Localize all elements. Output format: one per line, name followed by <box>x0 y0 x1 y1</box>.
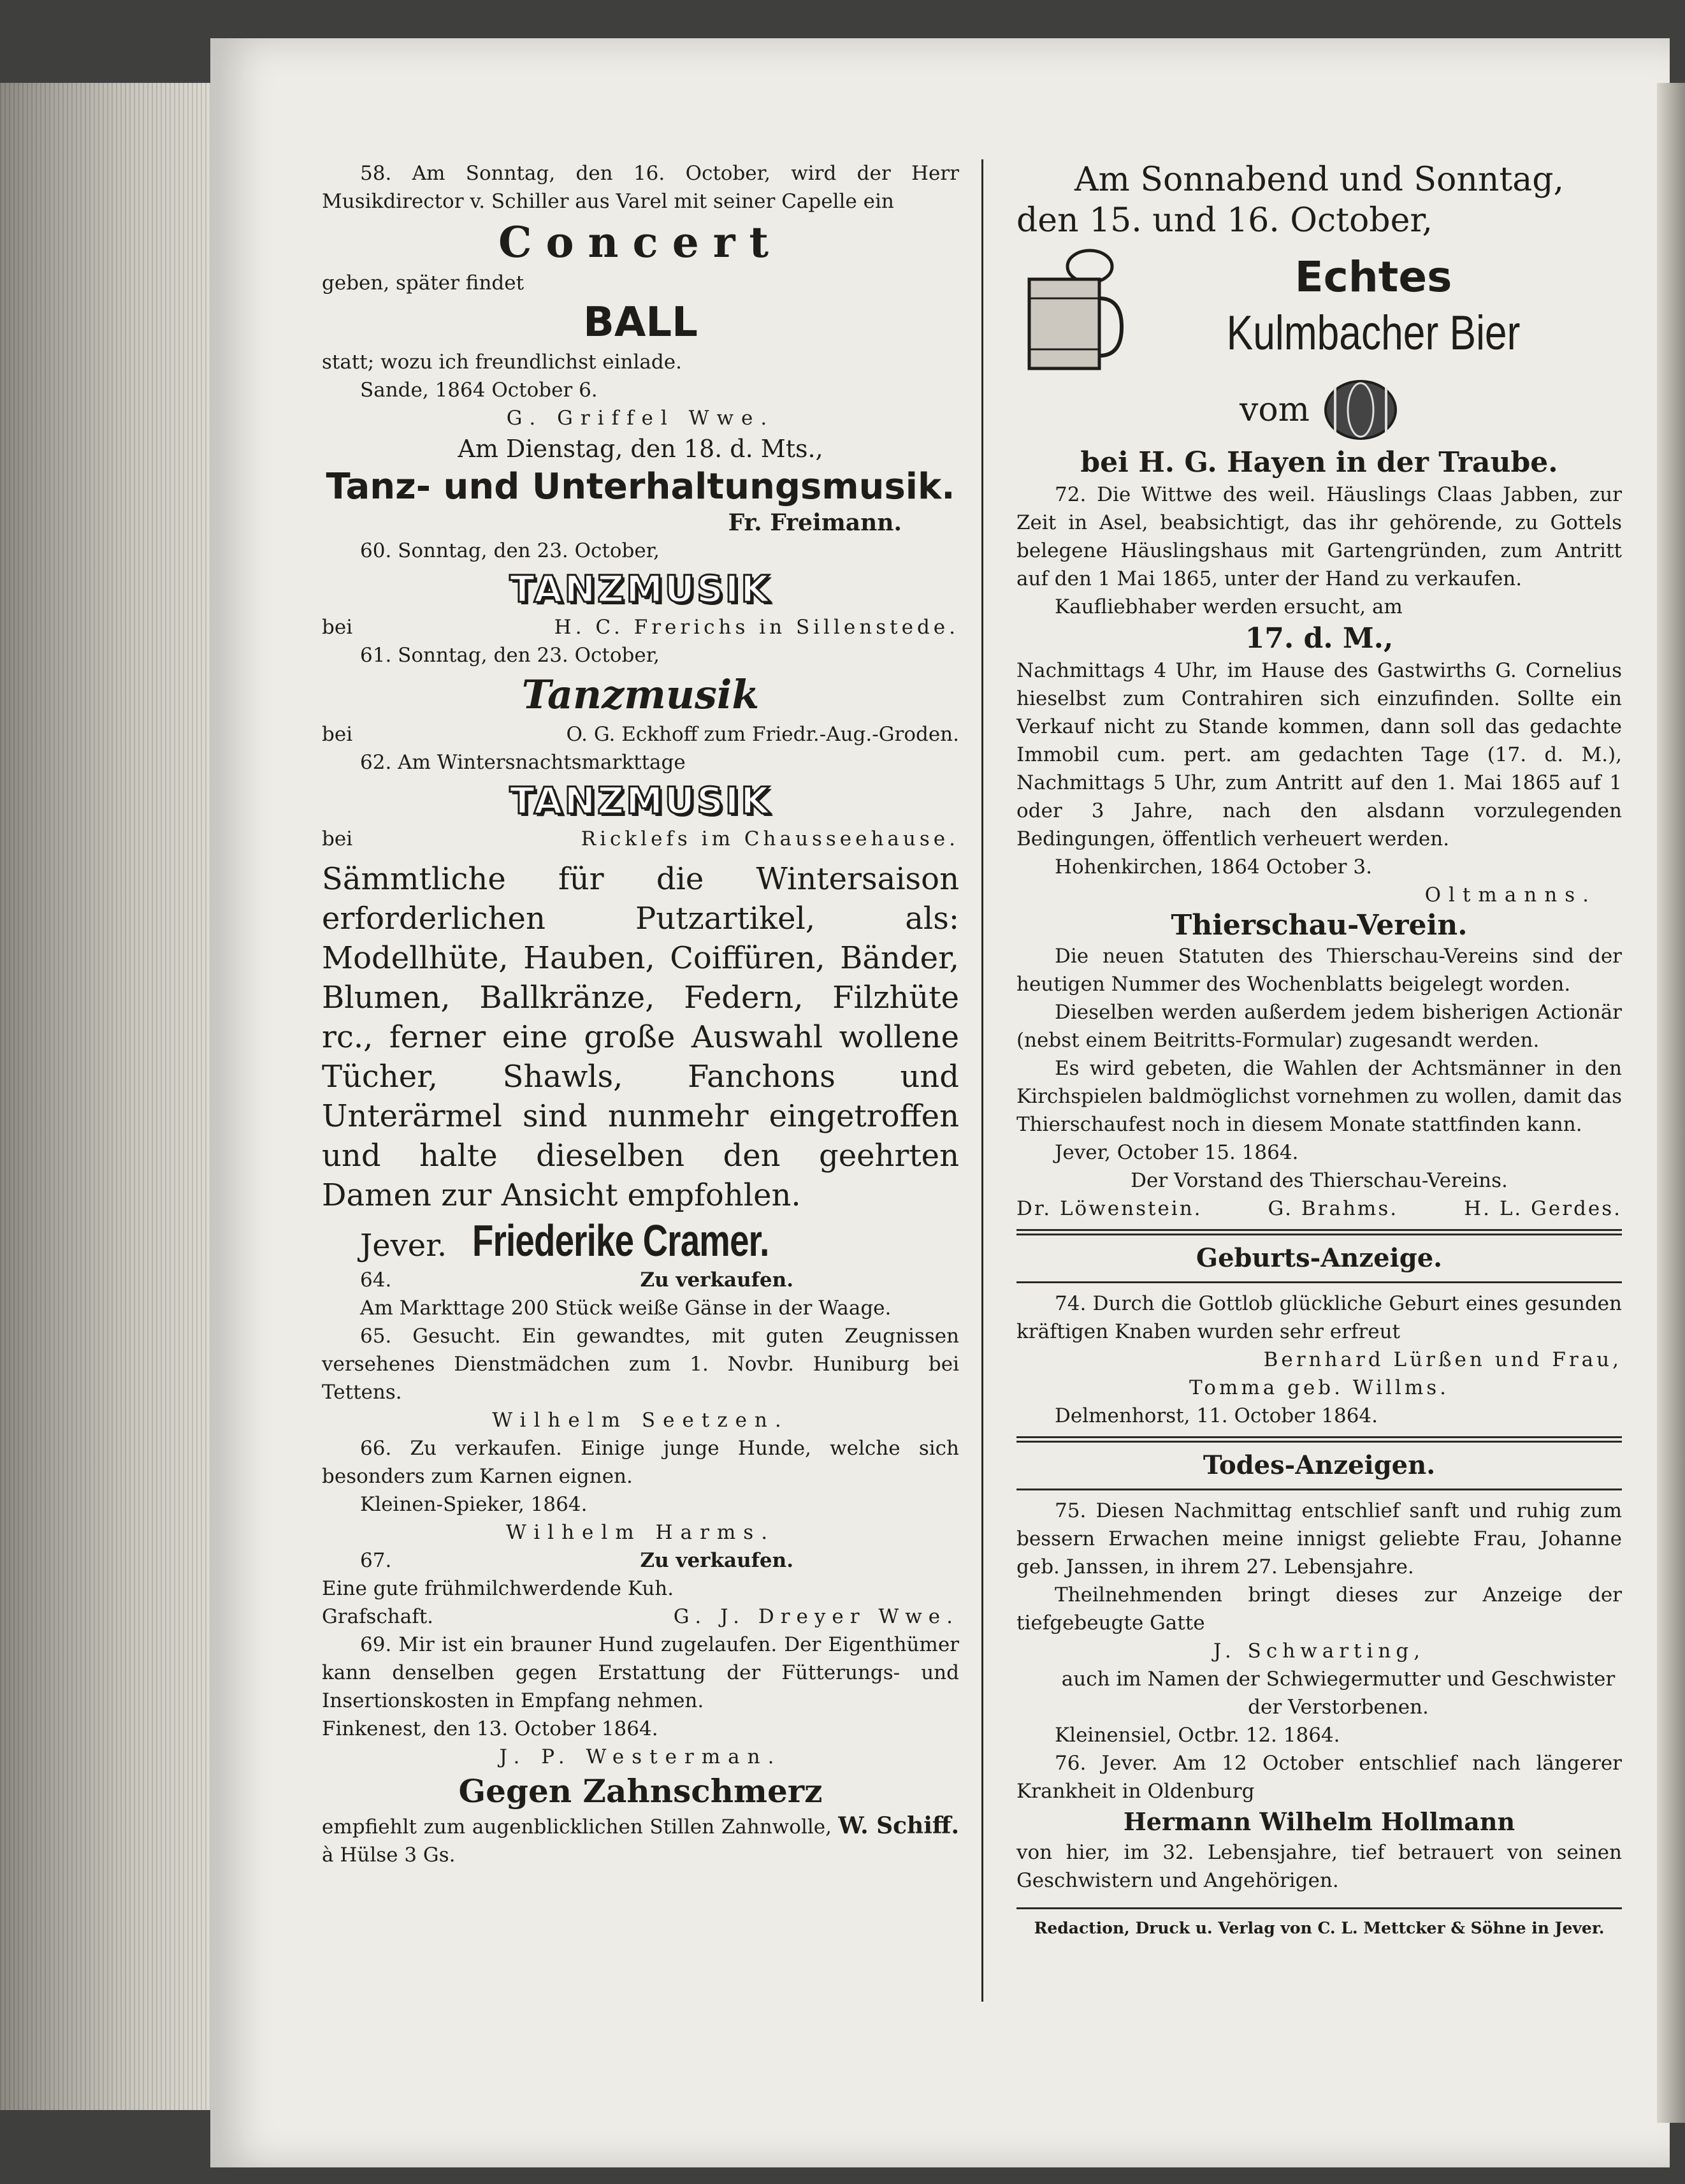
ad-75-place: Kleinensiel, Octbr. 12. 1864. <box>1055 1724 1340 1747</box>
ad-62-venue: Ricklefs im Chausseehause. <box>581 827 959 850</box>
ad-71-line1: Am Sonnabend und Sonntag, <box>1074 161 1565 199</box>
ad-76-text2: von hier, im 32. Lebensjahre, tief betrauert von seinen Geschwistern und Angehörigen. <box>1016 1841 1622 1892</box>
ad-69-text: 69. Mir ist ein brauner Hund zugelaufen. Der Eigenthümer kann denselben gegen Erstattung der Fütterungs- und Insertionskosten in Empfang nehmen. <box>322 1633 959 1712</box>
ad-59-title: Tanz- und Unterhaltungsmusik. <box>326 466 955 507</box>
ad-72-text: 72. Die Wittwe des weil. Häuslings Claas Jabben, zur Zeit in Asel, beabsichtigt, das ihr gehörende, zu Gottels belegene Häuslingshaus mit Gartengründen, zum Antritt auf den 1 Mai 1865, unter der Hand zu verkaufen. <box>1016 483 1622 590</box>
ad-62-title: TANZMUSIK <box>509 779 772 822</box>
ad-59-signature: Fr. Freimann. <box>728 509 902 536</box>
ad-66-place: Kleinen-Spieker, 1864. <box>360 1493 588 1516</box>
ad-76-name: Hermann Wilhelm Hollmann <box>1123 1807 1515 1836</box>
section-rule <box>1016 1436 1622 1443</box>
ad-71-line2: den 15. und 16. October, <box>1016 201 1433 240</box>
ad-63-place: Jever. <box>360 1228 447 1263</box>
beer-mug-icon <box>1016 241 1125 375</box>
ad-65-signature: Wilhelm Seetzen. <box>492 1409 789 1432</box>
ad-67-text: Eine gute frühmilchwerdende Kuh. <box>322 1577 674 1600</box>
death-heading: Todes-Anzeigen. <box>1203 1450 1436 1480</box>
ad-58-place: Sande, 1864 October 6. <box>360 379 598 402</box>
ad-65-text: 65. Gesucht. Ein gewandtes, mit guten Zeugnissen versehenes Dienstmädchen zum 1. Novbr. Huniburg bei Tettens. <box>322 1325 959 1404</box>
ad-66-signature: Wilhelm Harms. <box>505 1521 776 1544</box>
ad-58-text: 58. Am Sonntag, den 16. October, wird der Herr Musikdirector v. Schiller aus Varel mit seiner Capelle ein <box>322 162 959 213</box>
ad-64-number: 64. <box>360 1269 392 1292</box>
ad-73-text1: Die neuen Statuten des Thierschau-Vereins sind der heutigen Nummer des Wochenblatts beigelegt worden. <box>1016 945 1622 996</box>
ad-75-text2: Theilnehmenden bringt dieses zur Anzeige der tiefgebeugte Gatte <box>1016 1583 1622 1634</box>
section-rule <box>1016 1281 1622 1283</box>
book-edge-right <box>1657 83 1685 2123</box>
ad-62-bei: bei <box>322 827 353 850</box>
ad-71-echtes: Echtes <box>1294 252 1452 302</box>
ad-73-signer1: Dr. Löwenstein. <box>1016 1197 1203 1220</box>
ad-72-place: Hohenkirchen, 1864 October 3. <box>1055 855 1372 878</box>
ad-67-number: 67. <box>360 1549 392 1572</box>
imprint-rule <box>1016 1907 1622 1909</box>
birth-heading: Geburts-Anzeige. <box>1196 1243 1443 1273</box>
ad-58-concert: Concert <box>498 217 783 267</box>
book-edge-left <box>0 83 217 2110</box>
ad-69-place: Finkenest, den 13. October 1864. <box>322 1717 658 1740</box>
ad-72-signature: Oltmanns. <box>1424 884 1596 906</box>
ad-72-date: 17. d. M., <box>1245 622 1394 655</box>
ad-58-signature: G. Griffel Wwe. <box>506 407 775 430</box>
right-column <box>1016 159 1622 1941</box>
ad-73-text3: Es wird gebeten, die Wahlen der Achtsmänner in den Kirchspielen baldmöglichst vornehmen zu wollen, damit das Thierschaufest noch in diesem Monate stattfinden kann. <box>1016 1057 1622 1136</box>
ad-66-text: 66. Zu verkaufen. Einige junge Hunde, welche sich besonders zum Karnen eignen. <box>322 1437 959 1488</box>
section-rule <box>1016 1229 1622 1235</box>
ad-67-signature: G. J. Dreyer Wwe. <box>673 1605 959 1628</box>
ad-73-signer2: G. Brahms. <box>1268 1197 1399 1220</box>
ad-71-venue: bei H. G. Hayen in der Traube. <box>1080 446 1558 479</box>
ad-74-signature1: Bernhard Lürßen und Frau, <box>1263 1348 1622 1371</box>
column-rule <box>981 159 983 2002</box>
ad-70-title: Gegen Zahnschmerz <box>458 1772 823 1810</box>
ad-63-signature: Friederike Cramer. <box>472 1216 769 1265</box>
left-column <box>322 159 959 1869</box>
ad-64-text: Am Markttage 200 Stück weiße Gänse in der Waage. <box>360 1297 892 1320</box>
ad-64-heading: Zu verkaufen. <box>640 1269 793 1292</box>
ad-74-signature2: Tomma geb. Willms. <box>1189 1376 1450 1399</box>
ad-76-text: 76. Jever. Am 12 October entschlief nach längerer Krankheit in Oldenburg <box>1016 1752 1622 1803</box>
ad-71-beer: Kulmbacher Bier <box>1226 306 1521 360</box>
barrel-icon <box>1322 375 1399 445</box>
ad-60-venue: H. C. Frerichs in Sillenstede. <box>554 616 959 639</box>
ad-67-heading: Zu verkaufen. <box>640 1549 793 1572</box>
ad-61-date: 61. Sonntag, den 23. October, <box>360 644 660 667</box>
ad-67-place: Grafschaft. <box>322 1605 434 1628</box>
ad-61-venue: O. G. Eckhoff zum Friedr.-Aug.-Groden. <box>566 723 959 746</box>
ad-70-text: empfiehlt zum augenblicklichen Stillen Zahnwolle, à Hülse 3 Gs. <box>322 1816 832 1867</box>
ad-75-signature: J. Schwarting, <box>1213 1640 1426 1663</box>
ad-58-text2: geben, später findet <box>322 272 524 295</box>
ad-73-place: Jever, October 15. 1864. <box>1055 1141 1299 1164</box>
ad-62-date: 62. Am Wintersnachtsmarkttage <box>360 751 686 774</box>
ad-74-place: Delmenhorst, 11. October 1864. <box>1055 1404 1378 1427</box>
ad-73-heading: Thierschau-Verein. <box>1171 909 1468 942</box>
section-rule <box>1016 1489 1622 1490</box>
ad-58-text3: statt; wozu ich freundlichst einlade. <box>322 351 682 374</box>
ad-75-signature2: auch im Namen der Schwiegermutter und Geschwister der Verstorbenen. <box>1061 1668 1616 1719</box>
ad-61-bei: bei <box>322 723 353 746</box>
ad-60-bei: bei <box>322 616 353 639</box>
ad-75-text: 75. Diesen Nachmittag entschlief sanft und ruhig zum bessern Erwachen meine innigst geliebte Frau, Johanne geb. Janssen, in ihrem 27. Lebensjahre. <box>1016 1499 1622 1578</box>
ad-60-title: TANZMUSIK <box>509 567 772 611</box>
ad-73-signer3: H. L. Gerdes. <box>1464 1197 1622 1220</box>
ad-61-title: Tanzmusik <box>521 671 760 718</box>
ad-72-text3: Nachmittags 4 Uhr, im Hause des Gastwirths G. Cornelius hieselbst zum Contrahiren sich einzufinden. Sollte ein Verkauf nicht zu Stande kommen, dann soll das gedachte Immobil cum. pert. am gedachten Tage (17. d. M.), Nachmittags 5 Uhr, zum Antritt auf den 1. Mai 1865 auf 1 oder 3 Jahre, nach den alsdann vorzulegenden Bedingungen, öffentlich verheuert werden. <box>1016 659 1622 850</box>
ad-72-text2: Kaufliebhaber werden ersucht, am <box>1055 595 1403 618</box>
ad-58-ball: BALL <box>583 299 698 346</box>
ad-71-vom: vom <box>1240 391 1310 429</box>
ad-73-board: Der Vorstand des Thierschau-Vereins. <box>1131 1169 1508 1192</box>
ad-70-signature: W. Schiff. <box>838 1812 959 1839</box>
ad-59-date: Am Dienstag, den 18. d. Mts., <box>458 435 823 463</box>
imprint: Redaction, Druck u. Verlag von C. L. Mettcker & Söhne in Jever. <box>1034 1919 1605 1937</box>
ad-74-text: 74. Durch die Gottlob glückliche Geburt eines gesunden kräftigen Knaben wurden sehr erfreut <box>1016 1292 1622 1343</box>
ad-60-date: 60. Sonntag, den 23. October, <box>360 539 660 562</box>
ad-69-signature: J. P. Westerman. <box>499 1745 782 1768</box>
ad-73-text2: Dieselben werden außerdem jedem bisherigen Actionär (nebst einem Beitritts-Formular) zugesandt werden. <box>1016 1001 1622 1052</box>
ad-63-text: Sämmtliche für die Wintersaison erforderlichen Putzartikel, als: Modellhüte, Hauben, Coiffüren, Bänder, Blumen, Ballkränze, Federn, Filzhüte rc., ferner eine große Auswahl wollene Tücher, Shawls, Fanchons und Unterärmel sind nunmehr eingetroffen und halte dieselben den geehrten Damen zur Ansicht empfohlen. <box>322 861 959 1213</box>
